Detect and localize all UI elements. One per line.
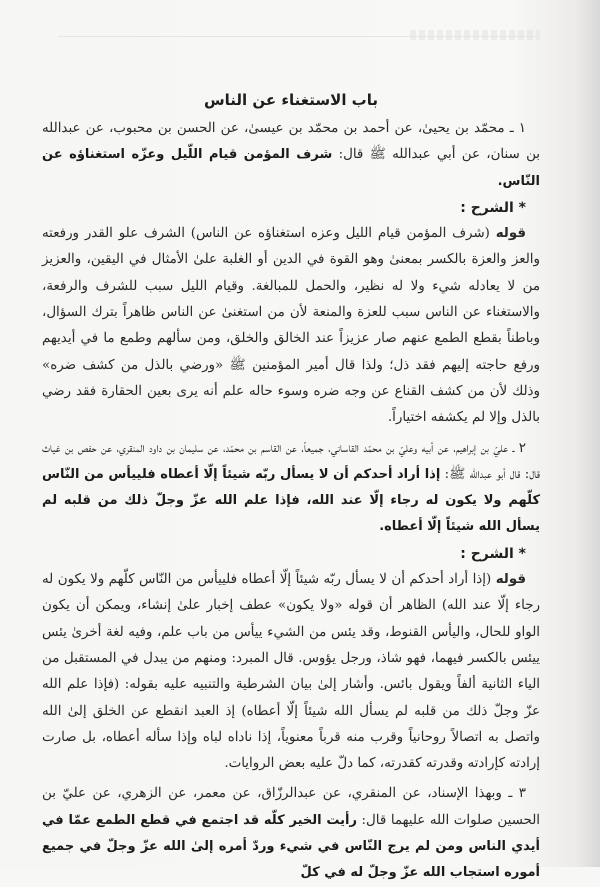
hadith-1 xyxy=(42,116,540,195)
bleed-through-header-text xyxy=(410,30,540,40)
sharh-1 xyxy=(42,221,540,431)
hadith-2 xyxy=(42,436,540,541)
sharh-1-qawluh: قوله xyxy=(495,226,526,242)
sharh-2-qawluh: قوله xyxy=(495,572,526,588)
hadith-3-text: رأيت الخير كلّه قد اجتمع في قطع الطمع عمّا في أيدي الناس ومن لم يرج النّاس في شيء وردّ أمره إلىٰ الله عزّ وجلّ في جميع أموره استجاب الله عزّ وجلّ له في كلّ xyxy=(42,812,540,881)
hadith-3 xyxy=(42,781,540,886)
sharh-1-body: (شرف المؤمن قيام الليل وعزه استغناؤه عن الناس) الشرف علو القدر ورفعته والعز والعزة بالكسر بمعنىٰ وهو القوة في الدين أو الغلبة علىٰ الأمثال في اليقين، والعزيز من لا يعادله شيء ولا له نظير، والحمل للمبالغة. وقيام الليل سبب للشرف والرفعة، والاستغناء عن الناس سبب للعزة والمنعة لأن من استغنىٰ عن الناس ظاهراً بترك السؤال، وباطناً بقطع الطمع عنهم صار عزيزاً عند الخالق والخلق، ومن سألهم وطمع ما في أيديهم ورفع حاجته إليهم فقد ذل؛ ولذا قال أمير المؤمنين ﷺ «ورضي بالذل من كشف ضره» وذلك لأن من كشف القناع عن وجه ضره وسوء حاله علم أنه يرى بعين الحقارة فقد رضي بالذل وإلا لم يكشفه اختياراً. xyxy=(42,226,540,426)
hadith-1-chain: ١ ـ محمّد بن يحيىٰ، عن أحمد بن محمّد بن عيسىٰ، عن الحسن بن محبوب، عن عبدالله بن سنان، عن أبي عبدالله ﷺ قال: xyxy=(42,121,540,163)
page-content xyxy=(42,88,540,887)
hadith-1-text: شرف المؤمن قيام اللّيل وعزّه استغناؤه عن النّاس. xyxy=(42,147,540,189)
sharh-2-heading: * الشرح : xyxy=(460,545,526,562)
sharh-2-body: (إذا أراد أحدكم أن لا يسأل ربّه شيئاً إلّا أعطاه فلييأس من النّاس كلّهم ولا يكون له رجاء إلّا عند الله) الظاهر أن قوله «ولا يكون» عطف إخبار علىٰ إنشاء، ويمكن أن يكون الواو للحال، واليأس القنوط، وقد يئس من الشيء ييأس من باب علم، وفيه لغة أخرىٰ يئس ييئس بالكسر فيهما، فهو شاذ، ورجل يؤوس. قال المبرد: ومنهم من يبدل في المستقبل من الياء الثانية ألفاً ويقول بائس. وأشار إلىٰ بيان الشرطية والتنبيه عليه بقوله: (فإذا علم الله عزّ وجلّ ذلك من قلبه لم يسأل الله شيئاً إلّا أعطاه) إذ العبد انقطع عن الخلق إلىٰ الله واتصل به اتصالاً روحانياً وقرب منه قرباً معنوياً، إذا ناداه لباه وإذا سأله أعطاه، بل صارت إرادته كإرادته وقدرته كقدرته، كما دلّ عليه بعض الروايات. xyxy=(42,572,540,772)
hadith-2-text: إذا أراد أحدكم أن لا يسأل ربّه شيئاً إلّا أعطاه فلييأس من النّاس كلّهم ولا يكون له رجاء إلّا عند الله، فإذا علم الله عزّ وجلّ ذلك من قلبه لم يسأل الله شيئاً إلّا أعطاه. xyxy=(42,466,540,535)
hadith-2-chain: ٢ ـ عليّ بن إبراهيم، عن أبيه وعليّ بن محمّد القاساني، جميعاً، عن القاسم بن محمّد، عن سليمان بن داود المنقري، عن حفص بن غياث قال: قال أبو عبدالله ﷺ: xyxy=(42,440,540,482)
chapter-title: باب الاستغناء عن الناس xyxy=(203,91,379,109)
sharh-2 xyxy=(42,567,540,777)
hadith-3-chain: ٣ ـ وبهذا الإسناد، عن المنقري، عن عبدالرزّاق، عن معمر، عن الزهري، عن عليّ بن الحسين صلوات الله عليهما قال: xyxy=(42,786,541,828)
sharh-1-heading: * الشرح : xyxy=(460,199,526,216)
